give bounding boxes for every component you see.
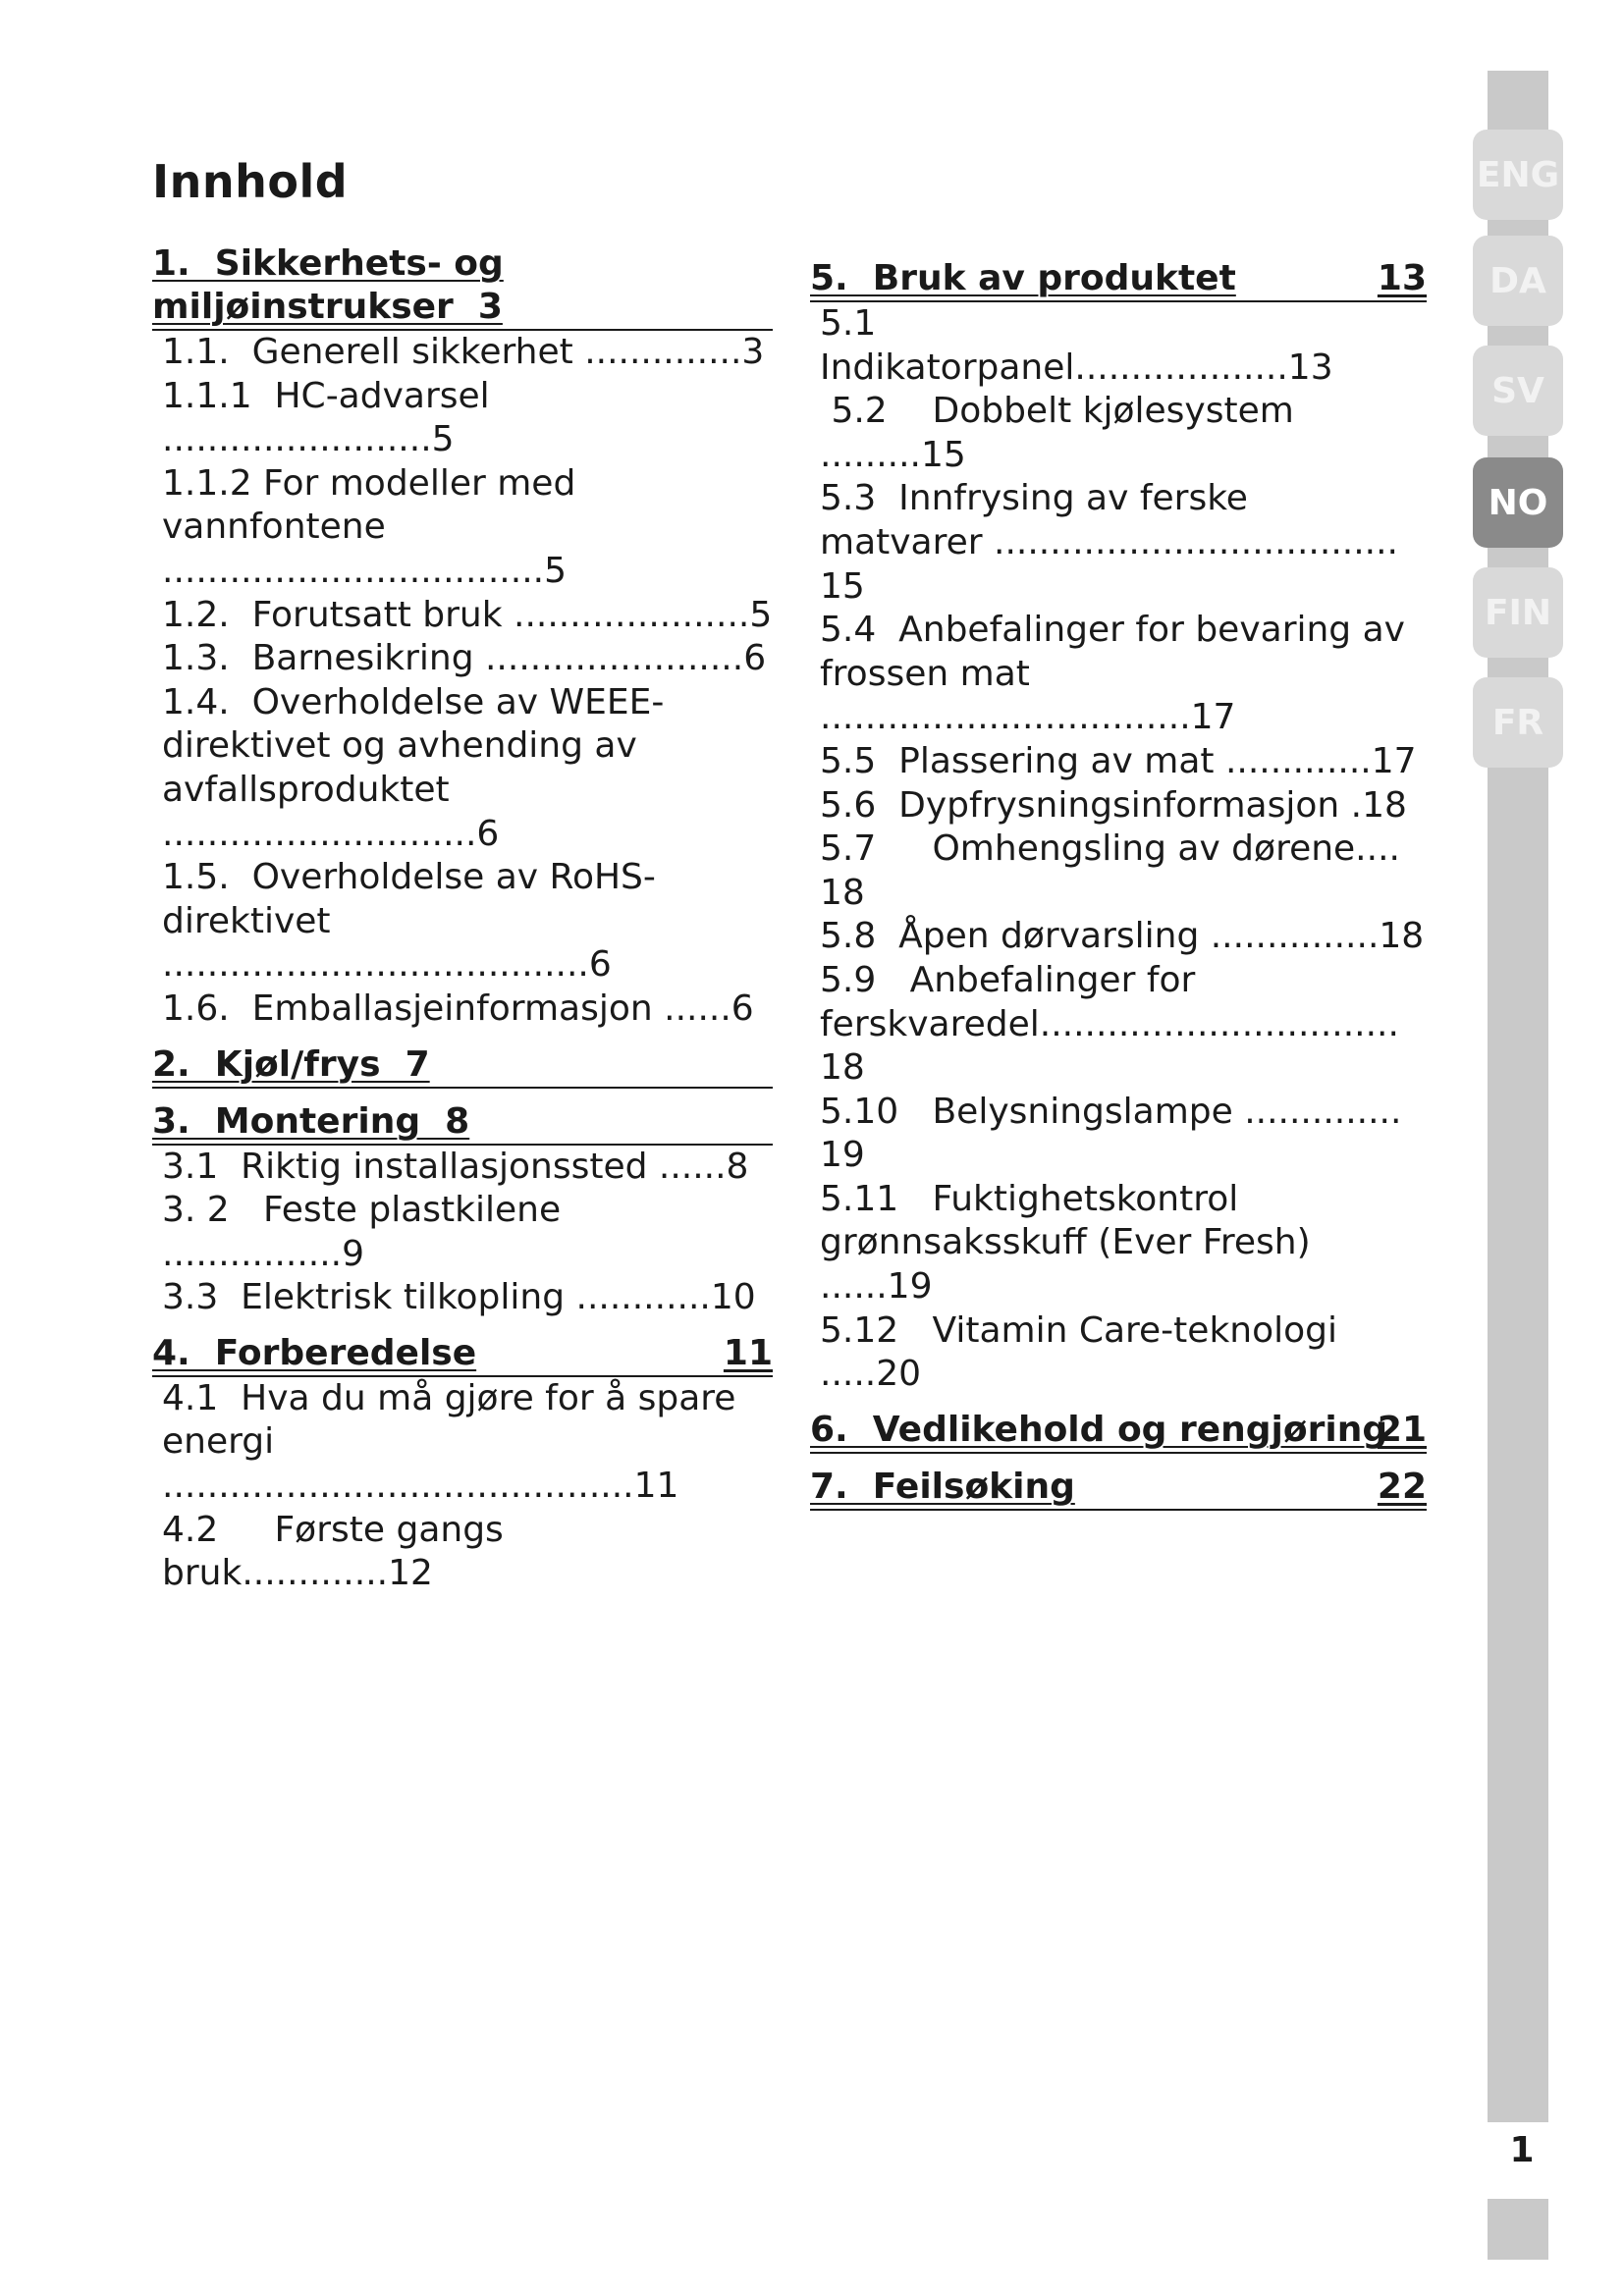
- section-page-number: 21: [1377, 1409, 1427, 1450]
- toc-section-heading[interactable]: [152, 242, 773, 331]
- page-title: Innhold: [152, 155, 349, 208]
- toc-entry[interactable]: 4.1 Hva du må gjøre for å spare energi ..........................................11: [162, 1377, 736, 1507]
- section-title: 7. Feilsøking: [810, 1466, 1075, 1507]
- toc-entry[interactable]: 1.4. Overholdelse av WEEE- direktivet og avhending av avfallsproduktet ............................6: [162, 681, 665, 854]
- toc-entry[interactable]: 3.1 Riktig installasjonssted ......8: [162, 1146, 749, 1187]
- toc-entry[interactable]: 5.10 Belysningslampe .............. 19: [820, 1091, 1413, 1176]
- toc-entry[interactable]: 1.1. Generell sikkerhet ..............3: [162, 332, 765, 372]
- toc-entry[interactable]: 3.3 Elektrisk tilkopling ............10: [162, 1277, 756, 1318]
- section-title: 3. Montering 8: [152, 1100, 470, 1142]
- page-number: 1: [1509, 2130, 1535, 2170]
- section-title: 4. Forberedelse: [152, 1332, 477, 1373]
- toc-section-heading[interactable]: [810, 1409, 1427, 1454]
- toc-section-heading[interactable]: [152, 1100, 773, 1146]
- toc-entry[interactable]: 5.2 Dobbelt kjølesystem .........15: [820, 391, 1306, 475]
- section-title: 6. Vedlikehold og rengjøring: [810, 1409, 1388, 1450]
- toc-left-column: [152, 242, 773, 1596]
- language-tab-eng[interactable]: ENG: [1473, 130, 1563, 220]
- toc-entry[interactable]: 1.3. Barnesikring .......................6: [162, 638, 767, 679]
- toc-section-heading[interactable]: [152, 1332, 773, 1377]
- toc-entry[interactable]: 5.8 Åpen dørvarsling ...............18: [820, 916, 1425, 957]
- language-tab-no[interactable]: NO: [1473, 457, 1563, 548]
- toc-entry[interactable]: 5.12 Vitamin Care-teknologi .....20: [820, 1309, 1349, 1395]
- language-tab-fr[interactable]: FR: [1473, 677, 1563, 768]
- language-tab-da[interactable]: DA: [1473, 236, 1563, 326]
- section-title: 5. Bruk av produktet: [810, 258, 1236, 298]
- toc-right-column: [810, 257, 1427, 1511]
- bottom-marker: [1488, 2199, 1548, 2260]
- toc-entry[interactable]: 5.6 Dypfrysningsinformasjon .18: [820, 784, 1407, 826]
- toc-section-heading[interactable]: [152, 1043, 773, 1089]
- toc-entry[interactable]: 5.11 Fuktighetskontrol grønnsaksskuff (Ever Fresh) ......19: [820, 1178, 1311, 1308]
- toc-section-heading[interactable]: [810, 257, 1427, 302]
- language-tab-sv[interactable]: SV: [1473, 346, 1563, 436]
- toc-entry[interactable]: 5.5 Plassering av mat .............17: [820, 740, 1417, 781]
- toc-entry[interactable]: 1.2. Forutsatt bruk .....................5: [162, 594, 773, 635]
- section-page-number: 13: [1377, 258, 1427, 298]
- section-page-number: 11: [723, 1332, 773, 1373]
- language-tab-fin[interactable]: FIN: [1473, 567, 1563, 658]
- toc-entry[interactable]: 4.2 Første gangs bruk.............12: [162, 1509, 515, 1594]
- toc-entry[interactable]: 5.9 Anbefalinger for ferskvaredel................................ 18: [820, 959, 1399, 1089]
- toc-entry[interactable]: 5.3 Innfrysing av ferske matvarer .................................... 15: [820, 478, 1398, 607]
- section-page-number: 22: [1377, 1466, 1427, 1507]
- toc-entry[interactable]: 1.1.2 For modeller med vannfontene ..................................5: [162, 462, 576, 591]
- toc-entry[interactable]: 1.5. Overholdelse av RoHS- direktivet ......................................6: [162, 857, 656, 986]
- toc-entry[interactable]: 3. 2 Feste plastkilene ................9: [162, 1190, 572, 1274]
- toc-entry[interactable]: 5.1 Indikatorpanel...................13: [820, 303, 1333, 388]
- section-title: 2. Kjøl/frys 7: [152, 1043, 430, 1085]
- toc-entry[interactable]: 5.7 Omhengsling av dørene.... 18: [820, 828, 1412, 913]
- section-title: 1. Sikkerhets- og miljøinstrukser 3: [152, 243, 504, 327]
- toc-entry[interactable]: 5.4 Anbefalinger for bevaring av frossen mat .................................17: [820, 610, 1405, 738]
- toc-entry[interactable]: 1.1.1 HC-advarsel ........................5: [162, 375, 502, 460]
- toc-section-heading[interactable]: [810, 1466, 1427, 1511]
- toc-entry[interactable]: 1.6. Emballasjeinformasjon ......6: [162, 988, 754, 1029]
